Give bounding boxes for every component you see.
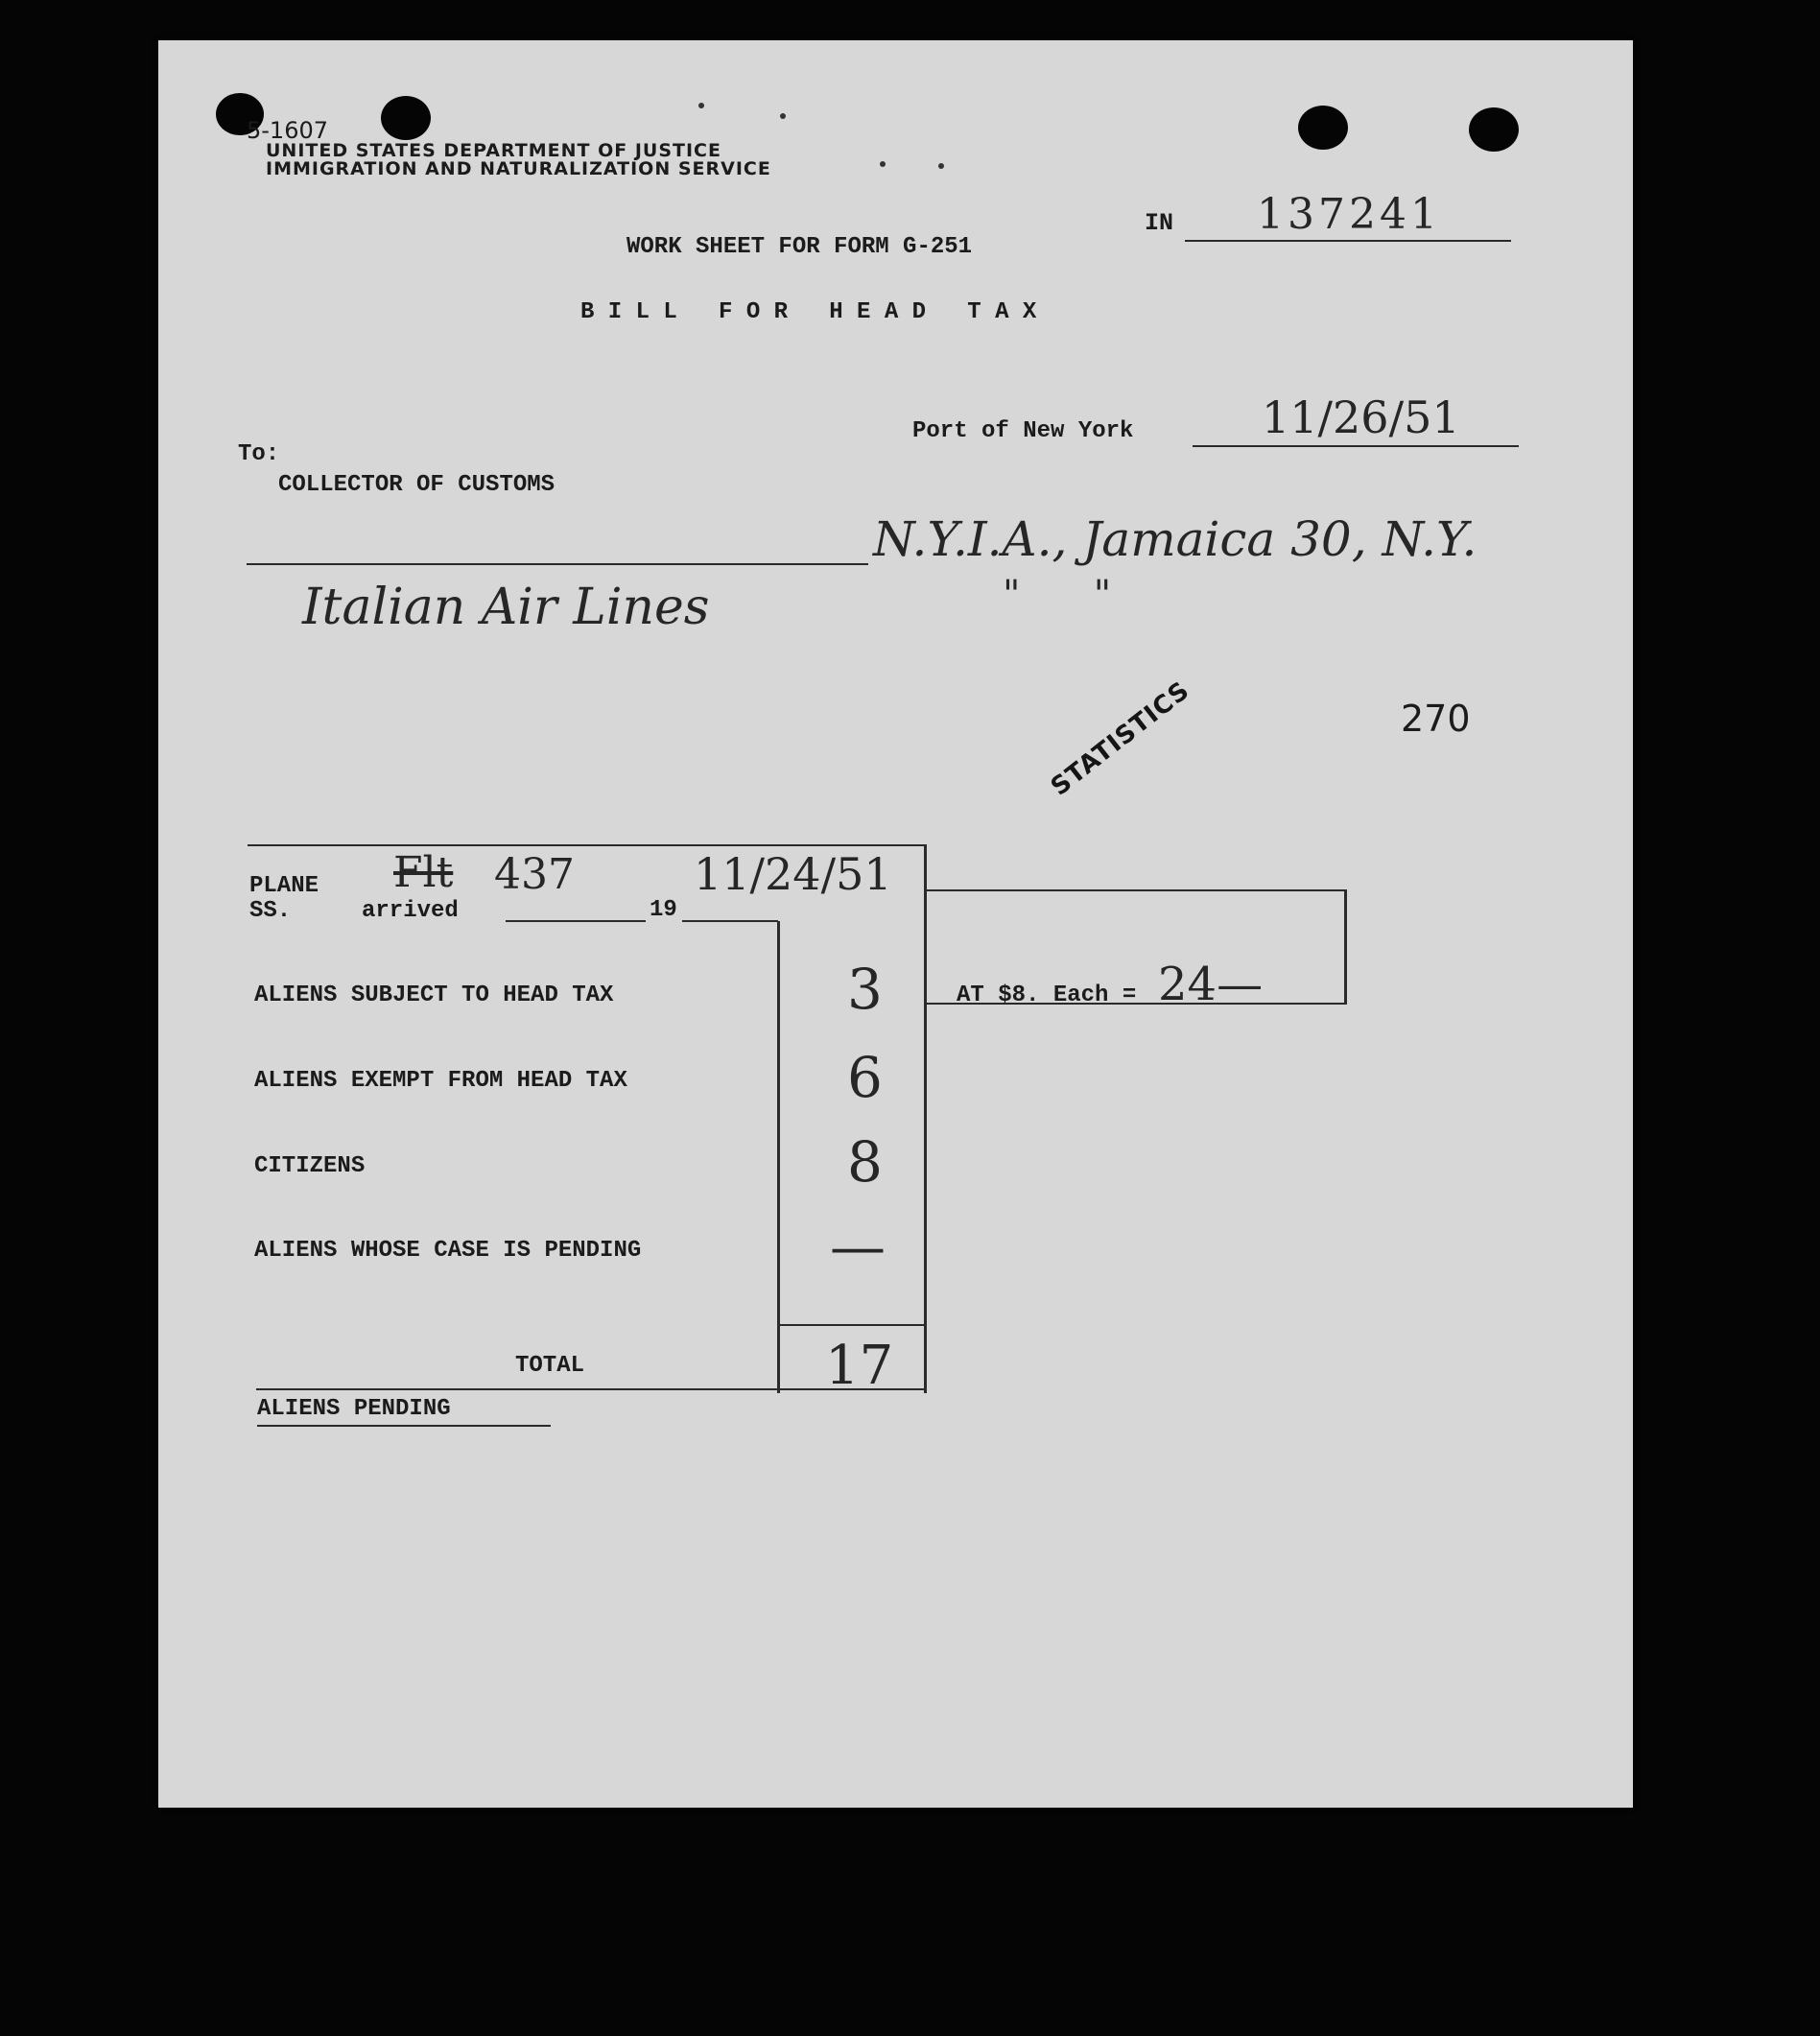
arrived-line	[506, 920, 646, 922]
in-number-line	[1185, 240, 1511, 242]
recipient: COLLECTOR OF CUSTOMS	[278, 472, 555, 498]
arrived-label: arrived	[362, 898, 459, 924]
rate-amount: 24—	[1158, 958, 1264, 1011]
department-name: UNITED STATES DEPARTMENT OF JUSTICE	[266, 140, 721, 161]
table-top-line	[248, 844, 926, 846]
total-label: TOTAL	[515, 1353, 585, 1379]
punch-hole	[381, 96, 431, 140]
rate-box-top	[926, 889, 1346, 891]
aliens-pending-line	[257, 1425, 551, 1427]
year-line	[682, 920, 778, 922]
speck	[698, 103, 704, 108]
rate-box-right	[1344, 889, 1347, 1005]
row-label-pending-case: ALIENS WHOSE CASE IS PENDING	[254, 1238, 642, 1264]
row-value-citizens: 8	[847, 1129, 883, 1195]
port-date-line	[1193, 445, 1519, 447]
statistics-stamp: STATISTICS	[1046, 675, 1195, 802]
plane-flight-number: 437	[494, 850, 575, 899]
row-label-subject: ALIENS SUBJECT TO HEAD TAX	[254, 982, 614, 1008]
total-separator-line	[777, 1324, 926, 1326]
plane-label: PLANE	[249, 873, 319, 899]
in-label: IN	[1145, 209, 1174, 237]
plane-struck-text: Flt	[393, 848, 454, 897]
port-date: 11/26/51	[1262, 391, 1460, 443]
punch-hole	[1469, 107, 1519, 152]
ditto-marks: " "	[1003, 573, 1112, 617]
form-sheet	[158, 40, 1633, 1808]
plane-arrival-date: 11/24/51	[694, 848, 892, 900]
ss-label: SS.	[249, 898, 292, 924]
punch-hole	[1298, 106, 1348, 150]
row-label-exempt: ALIENS EXEMPT FROM HEAD TAX	[254, 1068, 627, 1094]
row-label-citizens: CITIZENS	[254, 1153, 366, 1179]
row-value-subject: 3	[847, 957, 883, 1022]
to-label: To:	[238, 441, 280, 467]
carrier-handwriting: Italian Air Lines	[302, 579, 710, 636]
recipient-line	[247, 563, 868, 565]
row-value-pending-case: —	[830, 1214, 886, 1279]
port-label: Port of New York	[912, 418, 1134, 444]
speck	[780, 113, 786, 119]
speck	[938, 163, 944, 169]
margin-number: 270	[1401, 698, 1471, 740]
table-right-border	[924, 844, 927, 1393]
worksheet-title: WORK SHEET FOR FORM G-251	[626, 234, 973, 260]
row-value-exempt: 6	[847, 1045, 883, 1110]
form-number: 5-1607	[247, 117, 329, 144]
total-value: 17	[825, 1335, 894, 1397]
count-column-divider	[777, 921, 780, 1393]
in-number: 137241	[1257, 190, 1441, 239]
location-handwriting: N.Y.I.A., Jamaica 30, N.Y.	[873, 511, 1477, 567]
speck	[880, 161, 886, 167]
service-name: IMMIGRATION AND NATURALIZATION SERVICE	[266, 158, 771, 179]
aliens-pending-label: ALIENS PENDING	[257, 1396, 451, 1422]
rate-label: AT $8. Each =	[957, 982, 1137, 1008]
bill-title: B I L L F O R H E A D T A X	[580, 299, 1037, 325]
year-prefix: 19	[650, 897, 677, 923]
